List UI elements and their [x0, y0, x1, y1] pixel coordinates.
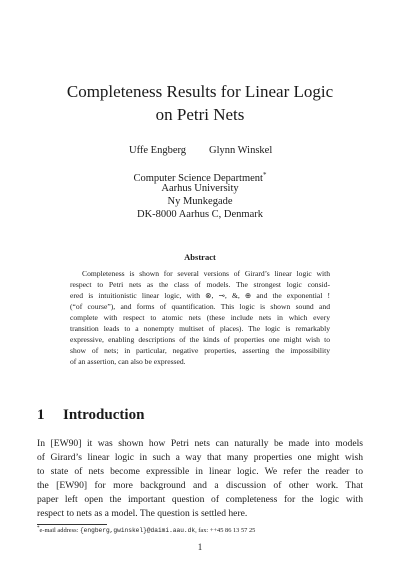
author-1: Uffe Engberg	[129, 145, 187, 156]
body-line: In [EW90] it was shown how Petri nets can naturally be made into models	[37, 438, 363, 449]
affiliation-university: Aarhus University	[161, 183, 239, 194]
abstract-line: of an assertion, can also be expressed.	[70, 357, 186, 366]
author-2: Glynn Winskel	[209, 145, 273, 156]
affiliation-footnote-mark: *	[262, 171, 267, 179]
abstract-line: transition leads to a nonempty multiset of places). The logic is remarkably	[70, 324, 330, 333]
abstract-line: show of nets; in particular, negative properties, asserting the impossibility	[70, 346, 330, 355]
affiliation-department-text: Computer Science Department	[133, 173, 263, 184]
paper-title-line-1: Completeness Results for Linear Logic	[66, 82, 334, 101]
affiliation-city: DK-8000 Aarhus C, Denmark	[137, 209, 263, 220]
section-number: 1	[37, 407, 45, 423]
abstract-line: complete with respect to atomic nets (these include nets in which every	[70, 313, 330, 322]
body-line: paper left open the important question of completeness for the logic with	[37, 494, 363, 505]
abstract-line: Completeness is shown for several versions of Girard’s linear logic with	[82, 269, 330, 278]
footnote	[37, 526, 255, 534]
body-line: respect to nets as a model. The question is settled here.	[37, 508, 248, 519]
body-line: to state of nets become expressible in linear logic. We refer the reader to	[37, 466, 363, 477]
abstract-line: respect to Petri nets as the class of models. The strongest logic consid-	[70, 280, 330, 289]
abstract-heading: Abstract	[184, 252, 216, 262]
body-line: the [EW90] for more background and a discussion of other work. That	[37, 480, 363, 491]
section-title: Introduction	[63, 407, 145, 423]
affiliation-street: Ny Munkegade	[167, 196, 233, 207]
body-line: of Girard’s linear logic in such a way that many properties one might wish	[37, 452, 363, 463]
page-number: 1	[197, 542, 203, 552]
footnote-rule	[37, 524, 107, 525]
abstract-line: (“of course”), and forms of quantification. This logic is shown sound and	[70, 302, 330, 311]
footnote-mark: *	[37, 526, 40, 531]
abstract-line: expressive, enabling descriptions of the kinds of properties one might wish to	[70, 335, 330, 344]
paper-title-line-2: on Petri Nets	[155, 105, 245, 124]
section-heading	[37, 407, 144, 424]
abstract-line: ered is intuitionistic linear logic, with ⊗, ⊸, &, ⊕ and the exponential !	[70, 291, 330, 300]
footnote-fax: , fax: ++45 86 13 57 25	[195, 527, 256, 534]
footnote-prefix: e-mail address:	[39, 527, 80, 534]
footnote-emails: {engberg,gwinskel}@daimi.aau.dk	[79, 527, 196, 534]
